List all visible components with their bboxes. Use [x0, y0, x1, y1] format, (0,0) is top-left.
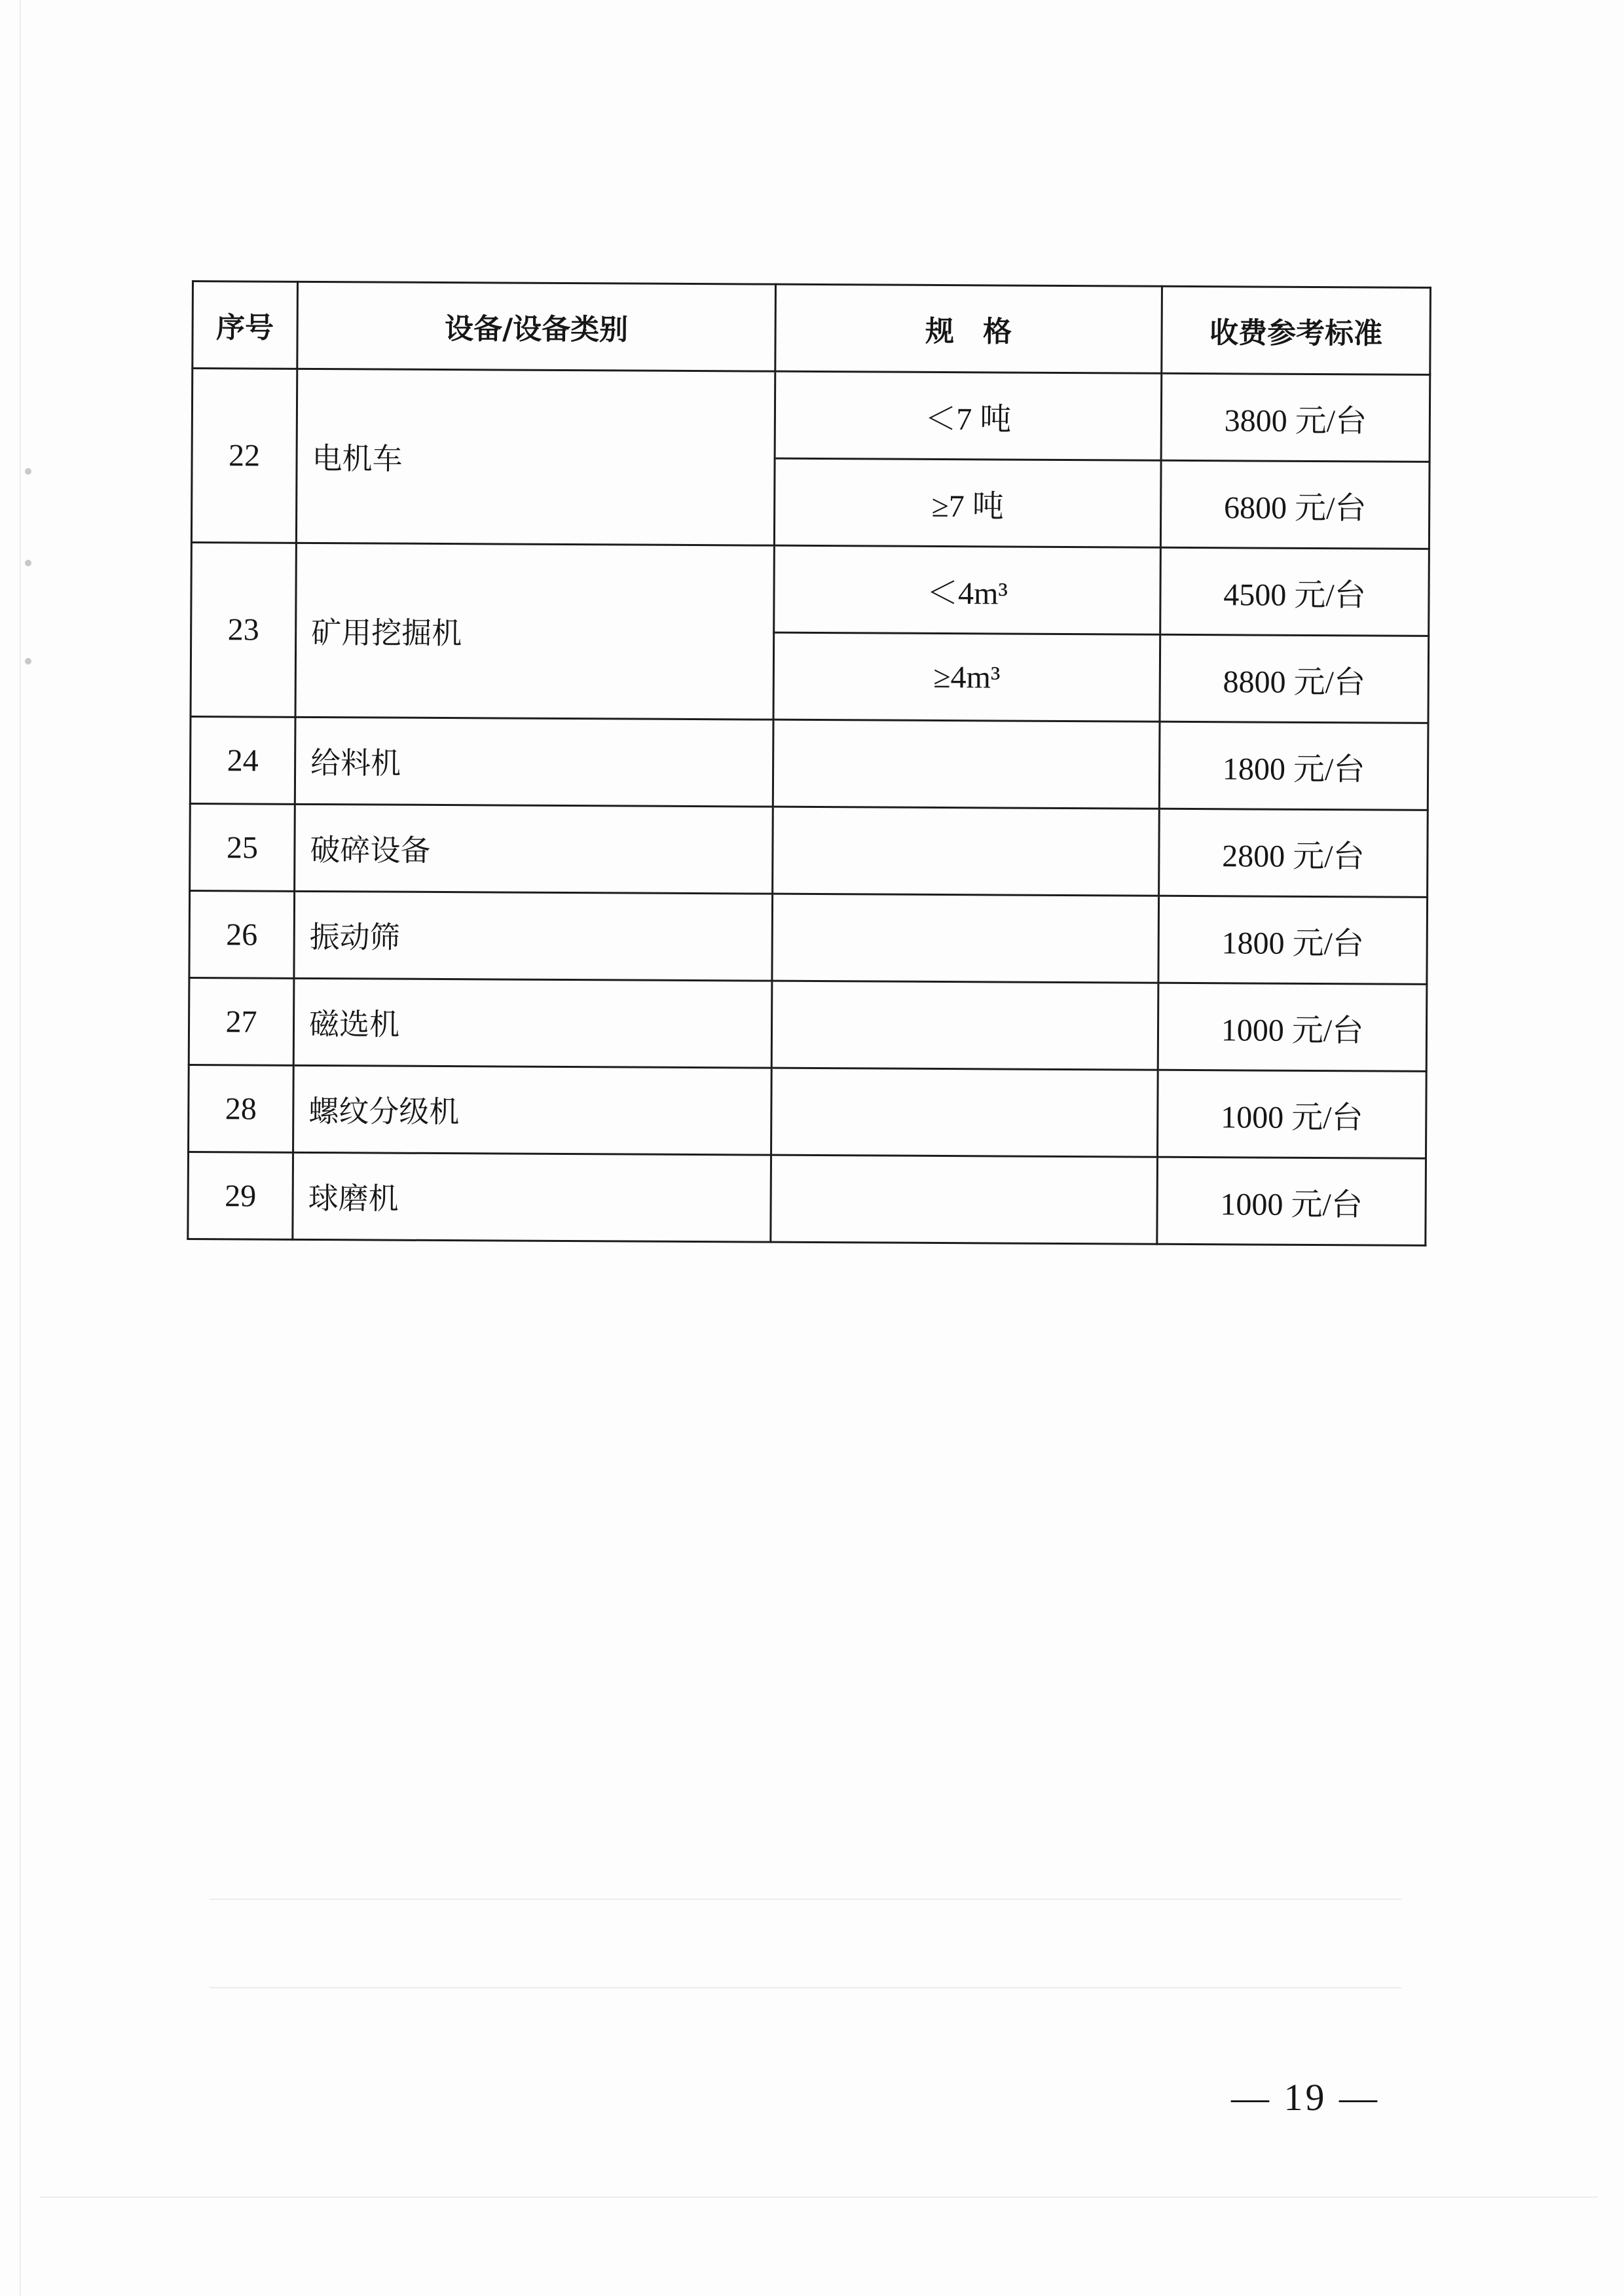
header-equipment: 设备/设备类别	[297, 282, 776, 371]
header-no: 序号	[193, 282, 298, 369]
table-row	[190, 803, 1428, 897]
row-no: 24	[190, 716, 295, 804]
row-spec: ≥7 吨	[774, 458, 1161, 547]
row-equipment: 球磨机	[293, 1152, 771, 1242]
row-equipment: 给料机	[295, 717, 773, 807]
page-number: — 19 —	[1231, 2076, 1380, 2119]
table-row	[189, 890, 1428, 984]
fee-table	[187, 280, 1431, 1247]
row-fee: 6800 元/台	[1160, 460, 1430, 549]
row-fee: 3800 元/台	[1161, 373, 1430, 462]
row-equipment: 螺纹分级机	[293, 1065, 772, 1155]
row-fee: 1800 元/台	[1158, 896, 1428, 984]
header-fee: 收费参考标准	[1162, 286, 1431, 374]
row-no: 22	[191, 369, 297, 543]
row-spec	[771, 981, 1158, 1070]
row-no: 25	[190, 803, 295, 891]
row-fee: 1000 元/台	[1157, 1157, 1426, 1245]
binding-hole	[25, 658, 31, 665]
row-spec: ＜4m³	[774, 545, 1161, 634]
row-equipment: 破碎设备	[295, 804, 773, 894]
row-no: 28	[189, 1065, 294, 1152]
binding-hole	[25, 468, 31, 475]
row-fee: 4500 元/台	[1160, 547, 1430, 636]
header-spec: 规 格	[775, 284, 1162, 373]
row-equipment: 振动筛	[294, 891, 773, 981]
row-fee: 2800 元/台	[1159, 809, 1428, 897]
row-equipment: 磁选机	[293, 978, 772, 1068]
row-no: 23	[191, 543, 296, 718]
row-spec	[773, 807, 1160, 896]
row-equipment: 矿用挖掘机	[295, 543, 774, 720]
row-fee: 1800 元/台	[1159, 721, 1428, 810]
row-fee: 1000 元/台	[1158, 983, 1427, 1071]
bleed-through-line	[39, 2196, 1598, 2198]
row-no: 27	[189, 977, 294, 1065]
table-row	[191, 543, 1430, 636]
table-row	[188, 1152, 1426, 1245]
row-no: 29	[188, 1152, 293, 1239]
row-spec	[771, 1068, 1158, 1157]
page-edge	[20, 0, 21, 2296]
table-row	[189, 977, 1427, 1071]
table-row	[189, 1065, 1427, 1158]
row-spec	[772, 894, 1159, 983]
row-equipment: 电机车	[296, 369, 775, 545]
table-row	[192, 369, 1430, 462]
binding-hole	[25, 560, 31, 566]
row-spec: ≥4m³	[773, 632, 1160, 721]
bleed-through-line	[210, 1899, 1401, 1900]
row-no: 26	[189, 890, 295, 978]
table-row	[190, 716, 1428, 810]
row-fee: 1000 元/台	[1158, 1070, 1427, 1158]
row-spec: ＜7 吨	[775, 371, 1162, 460]
row-spec	[771, 1155, 1158, 1244]
table-header-row	[193, 282, 1431, 375]
bleed-through-line	[210, 1987, 1401, 1988]
row-spec	[773, 720, 1160, 809]
row-fee: 8800 元/台	[1160, 634, 1429, 723]
